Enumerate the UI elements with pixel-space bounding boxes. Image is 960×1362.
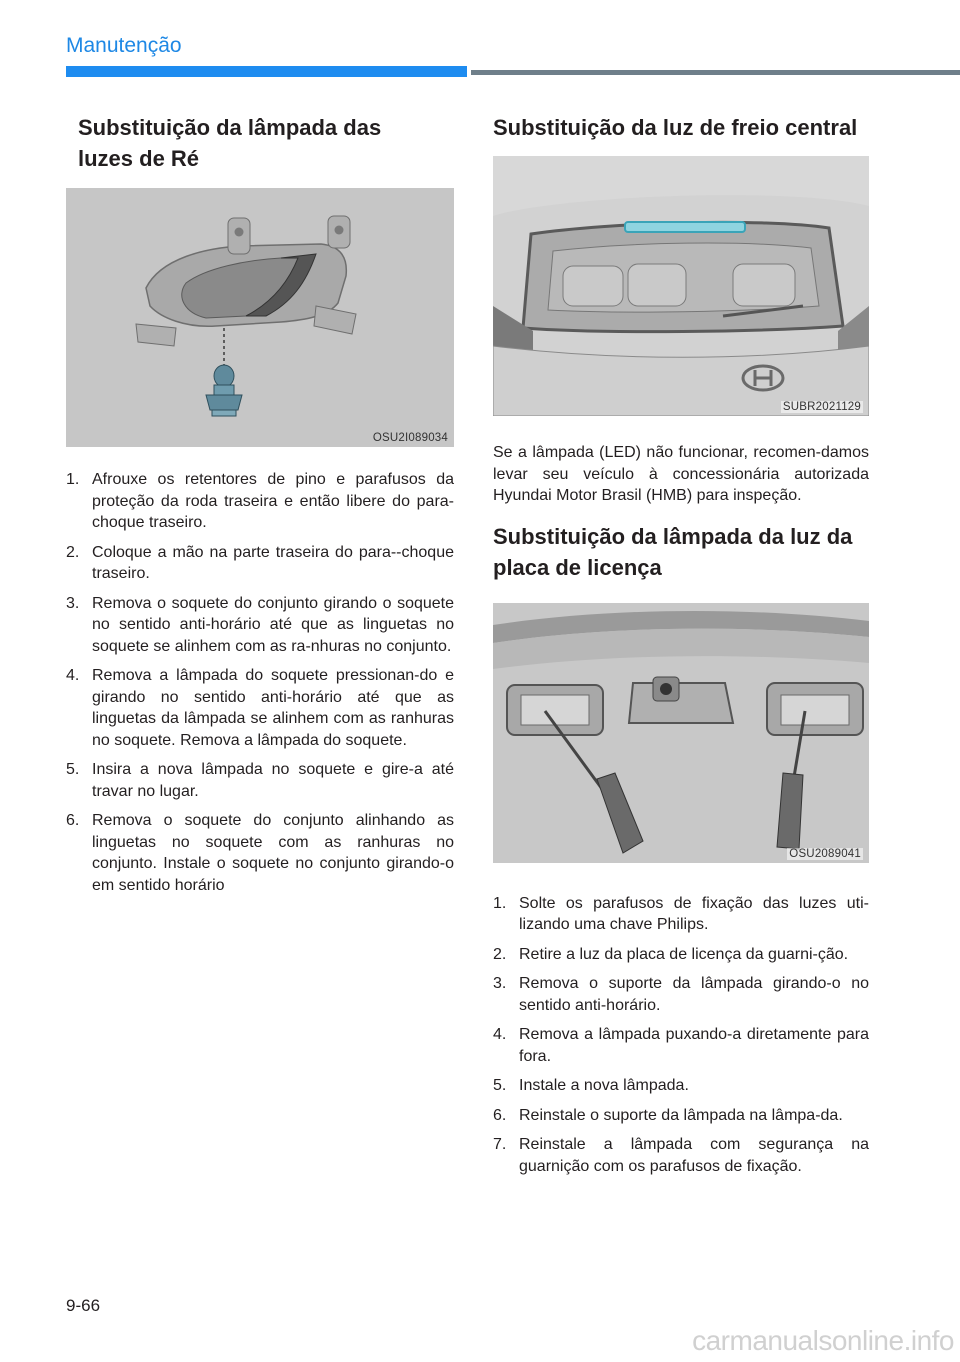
figure-code: OSU2089041 — [789, 847, 861, 860]
rear-window-illustration — [493, 156, 869, 416]
left-steps-list — [66, 469, 454, 896]
plate-light-illustration — [493, 603, 869, 863]
brake-light-paragraph: Se a lâmpada (LED) não funcionar, recomen-damos levar seu veículo à concessionária autorizada Hyundai Motor Brasil (HMB) para inspeção. — [493, 444, 869, 504]
left-column — [66, 112, 454, 904]
watermark: carmanualsonline.info — [692, 1325, 954, 1356]
right-steps-list — [493, 893, 869, 1178]
list-item: 6. Reinstale o suporte da lâmpada na lâmpa-da. — [493, 1106, 843, 1124]
list-item: 4. Remova a lâmpada puxando-a diretamente para fora. — [493, 1026, 869, 1065]
figure-code: SUBR2021129 — [782, 401, 861, 413]
list-item: 1. Afrouxe os retentores de pino e parafusos da proteção da roda traseira e então libere do para-choque traseiro. — [66, 471, 454, 531]
list-item: 1. Solte os parafusos de fixação das luzes uti-lizando uma chave Philips. — [493, 894, 869, 933]
list-item: 5. Instale a nova lâmpada. — [493, 1077, 689, 1094]
header-rule — [471, 70, 960, 75]
reverse-lamp-figure — [66, 188, 454, 447]
plate-light-figure — [493, 603, 869, 863]
section-title: Manutenção — [66, 34, 182, 57]
list-item: 2. Coloque a mão na parte traseira do para--choque traseiro. — [66, 543, 454, 582]
list-item: 3. Remova o suporte da lâmpada girando-o no sentido anti-horário. — [493, 975, 869, 1014]
list-item: 7. Reinstale a lâmpada com segurança na guarnição com os parafusos de fixação. — [493, 1136, 869, 1175]
list-item: 5. Insira a nova lâmpada no soquete e gire-a até travar no lugar. — [66, 761, 454, 800]
brake-light-figure — [493, 156, 869, 416]
list-item: 3. Remova o soquete do conjunto girando o soquete no sentido anti-horário até que as linguetas no soquete se alinhem com as ra-nhuras no conjunto. — [66, 594, 454, 655]
left-heading: Substituição da lâmpada das luzes de Ré — [78, 115, 382, 171]
list-item: 2. Retire a luz da placa de licença da guarni-ção. — [493, 945, 849, 963]
list-item: 4. Remova a lâmpada do soquete pressionan-do e girando no sentido anti-horário até que as linguetas da lâmpada se alinhem com as ranhuras no soquete. Remova a lâmpada do soquete. — [66, 667, 454, 749]
right-column — [493, 112, 869, 1185]
list-item: 6. Remova o soquete do conjunto alinhando as linguetas no soquete com as ranhuras no conjunto. Instale o soquete no conjunto girando-o em sentido horário — [66, 812, 454, 894]
plate-light-heading: Substituição da lâmpada da luz da placa de licença — [493, 523, 853, 580]
header-accent-bar — [66, 66, 467, 77]
brake-light-heading: Substituição da luz de freio central — [493, 115, 858, 140]
figure-code: OSU2I089034 — [372, 432, 448, 444]
reverse-lamp-illustration — [66, 188, 454, 447]
page-number: 9-66 — [66, 1296, 101, 1315]
